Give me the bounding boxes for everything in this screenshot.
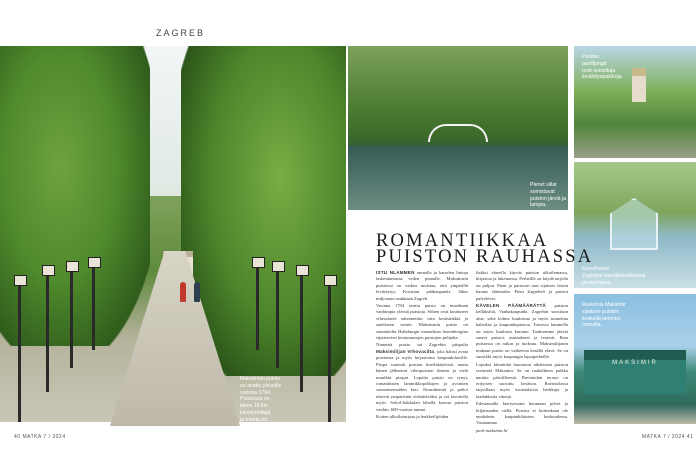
- article-title: [376, 233, 593, 265]
- street-lamp: [92, 264, 95, 350]
- title-line: ROMANTIIKKAA: [376, 231, 549, 251]
- paragraph: [476, 362, 568, 400]
- folio-right: MATKA 7 / 2024 41: [642, 434, 694, 440]
- pavilion-photo: [574, 46, 696, 158]
- caption-line: kävelyreittejä: [240, 409, 271, 416]
- paragraph: [376, 270, 468, 302]
- paragraph: [376, 303, 468, 341]
- paragraph-text: rannalla ja katselen lintuja laskeutumassa veden pinnalle. Maksimirin puistossa on vaikea muistaa, että ympärillä levittäytyy Kroatian pääkaupunki, lähes miljoonan asukkaan Zagreb.: [376, 270, 468, 301]
- main-photo-caption: [240, 376, 288, 430]
- caption-line: Ravintola Maksimir: [582, 302, 626, 308]
- caption-line: Puistossa on: [240, 396, 270, 403]
- street-lamp: [300, 272, 303, 392]
- article-column-right: [476, 270, 568, 435]
- paragraph: [376, 414, 468, 420]
- paragraph-text: Edestamalle kiertyessäni huomaan pilvet ja hiljaisuuden siellä. Puistoa ei kuitenkaan ole unohdettu kaupunkilaisten keskuudessa. Vastaamme.: [476, 401, 568, 426]
- caption-line: levähdyspaikkoja.: [582, 74, 623, 81]
- street-lamp: [276, 268, 279, 368]
- paragraph-text: puiston kelläksiltä, Vanhakaupunki. Zagrebin suosituin alue, sekä kolme kuuluisaa ja myös tunnettua kahvilaa ja kaupunkipuistoa. Toisessa lammella on myös kuuluisa kartano. Taaksemme jäävät suuret puistot, asuinalueet ja terassit. Ilma puistossa on raikas ja tuoksuu. Maksimilijanin mukaan puisto on vaiheessa kesällä elävä. Se on suosikki myös kaupungin lapsiperheille.: [476, 303, 568, 360]
- restaurant-building: [584, 350, 686, 394]
- caption-line: puiston järviä ja: [530, 195, 567, 202]
- caption-line: Kasvihuone: [582, 266, 610, 272]
- person-name: Maksimilijan Vrhovacilta: [376, 348, 435, 354]
- website-url: park-maksimir.hr: [476, 427, 508, 433]
- street-lamp: [70, 268, 73, 368]
- restaurant-sign: MAKSIMIR: [612, 360, 658, 366]
- section-label: ZAGREB: [156, 28, 206, 38]
- caption-line: suuntaa.: [240, 423, 260, 430]
- walking-person: [180, 282, 186, 302]
- lead-in: KÄVELEN PÄÄMÄÄRÄTTÄ: [476, 303, 547, 309]
- caption-line: vuonna 1794.: [240, 389, 272, 396]
- street-lamp: [328, 282, 331, 422]
- glasshouse-caption: [582, 266, 692, 286]
- caption-line: rannalla.: [582, 322, 602, 329]
- pond-photo-caption: [530, 182, 568, 209]
- greenhouse: [610, 198, 658, 250]
- caption-line: Zagrebin kasvitieteellisessä: [582, 272, 646, 279]
- caption-line: ja monta eri: [240, 416, 268, 423]
- paragraph: [476, 401, 568, 427]
- paragraph-text: Nimensä puisto sai Zagrebin piispalta: [376, 342, 468, 348]
- caption-line: somistavat: [530, 188, 555, 195]
- caption-line: lähes 18 km: [240, 403, 268, 409]
- street-lamp: [46, 272, 49, 392]
- paragraph-text: Vuonna 1794 avattu puisto on maailman vanhimpia yleisiä puistoja. Siihen ovat kuuluneet viheralueet rakennettiin vain kesäsinkkiä ja aateliseen varten. Maksimirin puisto on suunniteltu Habsburgin monarkian luxemburgina sijaitsevien kesäasuntojen puistojen pohjalta.: [376, 303, 468, 341]
- park-path-photo: [0, 46, 346, 430]
- paragraph-text: Kotien ulkoilutarjoaa ja lenkkeilijöiden: [376, 413, 449, 419]
- pond-bridge-photo: [348, 46, 568, 210]
- caption-line: pavilljongit: [582, 60, 607, 67]
- caption-line: puutarhassa.: [582, 279, 612, 286]
- folio-left: 40 MATKA 7 / 2024: [14, 434, 66, 440]
- caption-line: Maksimirin puisto: [240, 376, 281, 382]
- street-lamp: [256, 264, 259, 350]
- paragraph: [376, 342, 468, 412]
- article-column-left: [376, 270, 468, 421]
- caption-line: Pienet sillat: [530, 182, 557, 188]
- street-lamp: [18, 282, 21, 422]
- paragraph: [476, 270, 568, 302]
- top-right-caption: [582, 54, 632, 81]
- paragraph-text: Lopuksi kiinnittää huomioni aikalaisen puiston ravintola Maksimir. Se on rauhallinen paikka nauttia päivällisestä. Ravintolan terassi on erityisen suosittu kesäisin. Ravintolassa tarjoillaan myös kroatialaisia herkkuja ja laadukkaita viinejä.: [476, 361, 568, 399]
- walking-person: [194, 282, 200, 302]
- left-trees: [0, 46, 150, 346]
- lead-in: ISTU NLAMMEN: [376, 270, 415, 275]
- paragraph: [476, 303, 568, 361]
- restaurant-photo: [574, 294, 696, 424]
- paragraph-text: lisäksi alueella käyvät puiston ulkoilemassa, kirjastoa ja lukemassa. Perheillä on käydä tarjolla on paljon. Pieni ja puistoon taas sijaitsee lasten kaunis eläintarha. Pieni Zagrebeli ja puistot palvelevat.: [476, 270, 568, 301]
- glasshouse-photo: [574, 162, 696, 288]
- caption-line: Puiston: [582, 54, 600, 60]
- caption-line: on avattu yleisölle: [240, 382, 282, 389]
- pavilion-tower: [632, 68, 646, 102]
- caption-line: sijaitsee puiston: [582, 308, 619, 315]
- caption-line: keskellä lammen: [582, 315, 621, 322]
- white-bridge: [428, 124, 488, 142]
- paragraph-text: , joka halusi avata puistonsa ja myös kirjastonsa kaupunkilaisille. Piispa sanoutti puiston huvilakäytöstä, mutta hänen jälkeensä viherpuiston ilmeen ja vielä muutkin piispat. Lopulta puisto on rynyt, romanttisten lammikkopolkujen ja avointen suomaisemaiden koti. Nurmikentät ja peltot tekevät ympäristön viehättäväksi ja voi tavoitella myös. Sokol-kukkulan lähellä kasvaa puiston vanhin, 600-vuotias tammi.: [376, 348, 468, 412]
- paragraph: [476, 428, 568, 434]
- title-line: PUISTON RAUHASSA: [376, 247, 594, 267]
- caption-line: lampia.: [530, 202, 547, 209]
- restaurant-caption: [582, 302, 652, 329]
- caption-line: ovat suosittuja: [582, 67, 616, 74]
